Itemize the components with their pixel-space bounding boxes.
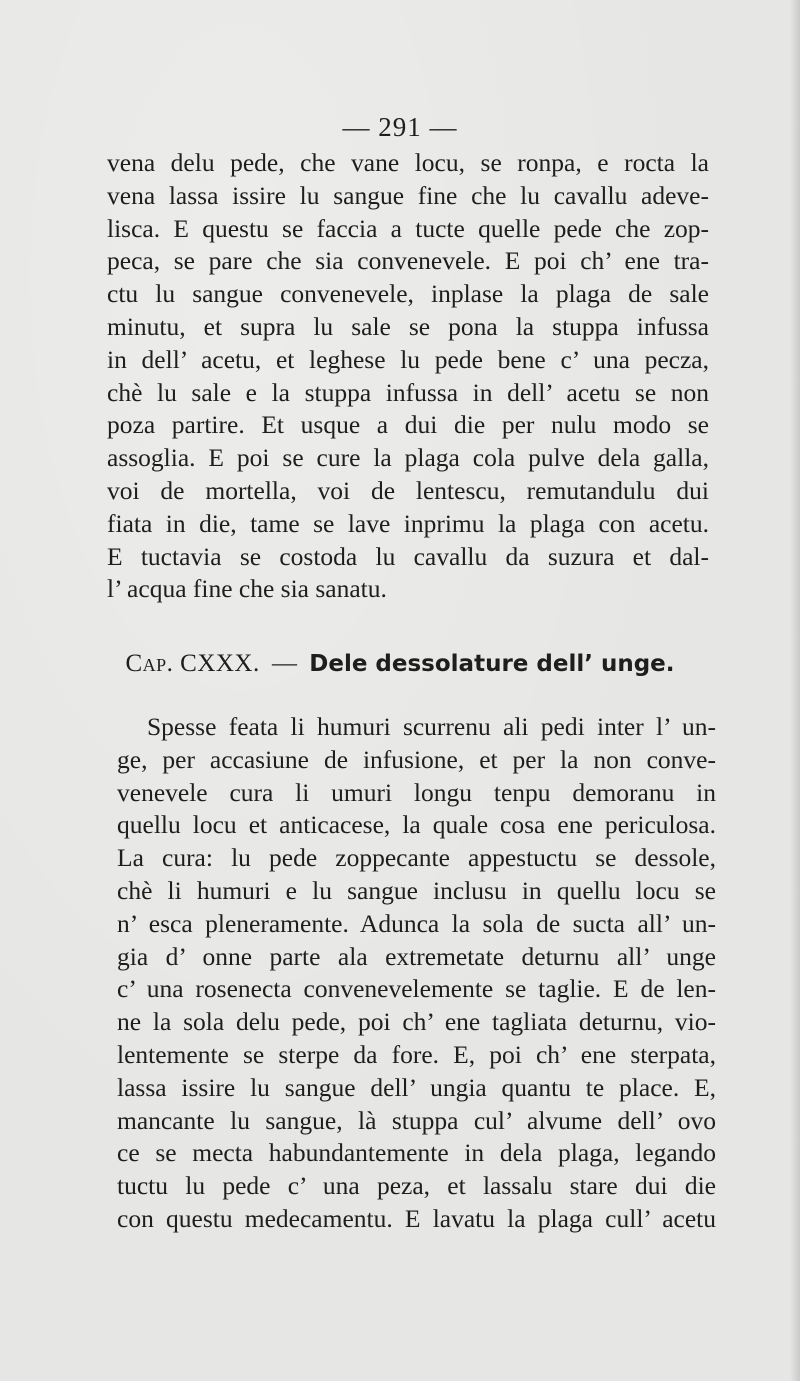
text-line: gia d’ onne parte ala extremetate deturnu all’ unge (117, 941, 716, 971)
text-line: venevele cura li umuri longu tenpu demoranu in (117, 777, 716, 807)
text-line: n’ esca pleneramente. Adunca la sola de sucta all’ un- (117, 908, 716, 938)
chapter-separator: — (272, 650, 297, 677)
chapter-title: Dele dessolature dell’ unge. (309, 651, 675, 677)
text-line: Spesse feata li humuri scurrenu ali pedi inter l’ un- (147, 712, 716, 741)
text-line: lisca. E questu se faccia a tucte quelle pede che zop- (107, 213, 709, 243)
text-line: peca, se pare che sia convenevele. E poi ch’ ene tra- (107, 246, 709, 276)
text-line: ne la sola delu pede, poi ch’ ene tagliata deturnu, vio- (117, 1007, 716, 1037)
text-line: tuctu lu pede c’ una peza, et lassalu stare dui die (117, 1171, 716, 1201)
text-line: vena delu pede, che vane locu, se ronpa, e rocta la (107, 148, 709, 177)
text-line: chè lu sale e la stuppa infussa in dell’ acetu se non (107, 377, 709, 407)
text-line: c’ una rosenecta convenevelemente se taglie. E de len- (117, 974, 716, 1004)
text-line: poza partire. Et usque a dui die per nulu modo se (107, 410, 709, 440)
text-line: lentemente se sterpe da fore. E, poi ch’ ene sterpata, (117, 1039, 716, 1069)
text-line: chè li humuri e lu sangue inclusu in quellu locu se (117, 875, 716, 905)
text-line: E tuctavia se costoda lu cavallu da suzura et dal- (107, 541, 709, 571)
text-line: voi de mortella, voi de lentescu, remutandulu dui (107, 475, 709, 505)
text-line: ctu lu sangue convenevele, inplase la plaga de sale (107, 279, 709, 309)
page-edge-shadow (790, 0, 800, 1381)
text-line: vena lassa issire lu sangue fine che lu cavallu adeve- (107, 180, 709, 210)
text-line: assoglia. E poi se cure la plaga cola pulve dela galla, (107, 443, 709, 473)
text-line: ce se mecta habundantemente in dela plaga, legando (117, 1138, 716, 1168)
text-line: ge, per accasiune de infusione, et per la non conve- (117, 744, 716, 774)
text-line: mancante lu sangue, là stuppa cul’ alvume dell’ ovo (117, 1105, 716, 1135)
text-line: lassa issire lu sangue dell’ ungia quantu te place. E, (117, 1072, 716, 1102)
text-line: fiata in die, tame se lave inprimu la plaga con acetu. (107, 508, 709, 538)
chapter-heading (0, 650, 800, 678)
paragraph-2 (117, 711, 716, 1236)
text-line: con questu medecamentu. E lavatu la plaga cull’ acetu (117, 1203, 716, 1233)
page-number: — 291 — (342, 112, 458, 142)
text-line: in dell’ acetu, et leghese lu pede bene c’ una pecza, (107, 344, 709, 374)
text-line: La cura: lu pede zoppecante appestuctu se dessole, (117, 843, 716, 873)
text-line: minutu, et supra lu sale se pona la stuppa infussa (107, 311, 709, 341)
chapter-number: Cap. CXXX. (125, 650, 260, 677)
text-line: l’ acqua fine che sia sanatu. (107, 574, 387, 604)
paragraph-1 (107, 147, 709, 606)
text-line: quellu locu et anticacese, la quale cosa ene periculosa. (117, 810, 716, 840)
